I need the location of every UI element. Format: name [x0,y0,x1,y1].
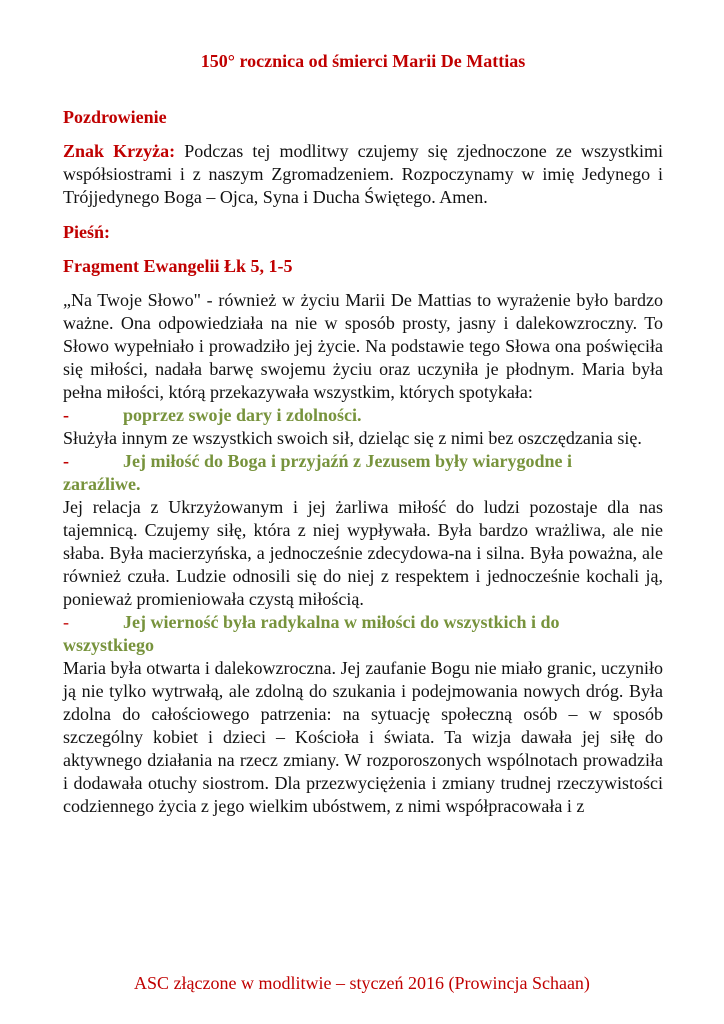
page-title: 150° rocznica od śmierci Marii De Mattias [200,51,526,71]
bullet-dash: - [63,405,69,425]
bullet-love [63,450,663,473]
intro-paragraph: „Na Twoje Słowo" - również w życiu Marii De Mattias to wyrażenie było bardzo ważne. Ona odpowiedziała na nie w sposób prosty, jasny i dalekowzroczny. To Słowo wypełniało i prowadziło jej życie. Na podstawie tego Słowa ona poświęciła się miłości, nadała barwę swojemu życiu oraz uczyniła je płodnym. Maria była pełna miłości, którą przekazywała wszystkim, których spotykała: [63,290,663,402]
heading-gospel: Fragment Ewangelii Łk 5, 1-5 [63,256,293,276]
bullet-gifts [63,404,663,427]
bullet-love-continuation: zaraźliwe. [63,474,141,494]
bullet-gifts-text: poprzez swoje dary i zdolności. [123,405,362,425]
bullet-fidelity [63,611,663,634]
document-page [63,50,663,818]
paragraph-relation: Jej relacja z Ukrzyżowanym i jej żarliwa miłość do ludzi pozostaje dla nas tajemnicą. Czujemy siłę, która z niej wypływała. Była bardzo wrażliwa, ale nie słaba. Była macierzyńska, a jednocześnie zdecydowa-na i silna. Była poważna, ale również czuła. Ludzie odnosili się do niej z respektem i jednocześnie kochali ją, ponieważ promieniowała czystą miłością. [63,497,663,609]
bullet-dash: - [63,451,69,471]
heading-song: Pieśń: [63,222,110,242]
heading-greeting: Pozdrowienie [63,107,167,127]
sign-of-cross-text: Podczas tej modlitwy czujemy się zjednoczone ze wszystkimi współsiostrami i z naszym Zgromadzeniem. Rozpoczynamy w imię Jedynego i Trójjedynego Boga – Ojca, Syna i Ducha Świętego. Amen. [63,141,663,207]
paragraph-service: Służyła innym ze wszystkich swoich sił, dzieląc się z nimi bez oszczędzania się. [63,428,642,448]
bullet-love-text: Jej miłość do Boga i przyjaźń z Jezusem były wiarygodne i [123,451,572,471]
sign-of-cross-paragraph [63,140,663,209]
sign-of-cross-label: Znak Krzyża: [63,141,176,161]
page-footer: ASC złączone w modlitwie – styczeń 2016 (Prowincja Schaan) [134,973,590,993]
paragraph-openness: Maria była otwarta i dalekowzroczna. Jej zaufanie Bogu nie miało granic, uczyniło ją nie tylko wytrwałą, ale zdolną do szukania i podejmowania nowych dróg. Była zdolna do całościowego patrzenia: na sytuację społeczną osób – w sposób szczególny kobiet i dzieci – Kościoła i świata. Ta wizja dawała jej siłę do aktywnego działania na rzecz zmiany. W rozporoszonych wspólnotach prowadziła i dodawała otuchy siostrom. Dla przezwyciężenia i zmiany trudnej rzeczywistości codziennego życia z jego wielkim ubóstwem, z nimi współpracowała i z [63,658,663,816]
bullet-dash: - [63,612,69,632]
bullet-fidelity-text: Jej wierność była radykalna w miłości do wszystkich i do [123,612,560,632]
bullet-fidelity-continuation: wszystkiego [63,635,154,655]
